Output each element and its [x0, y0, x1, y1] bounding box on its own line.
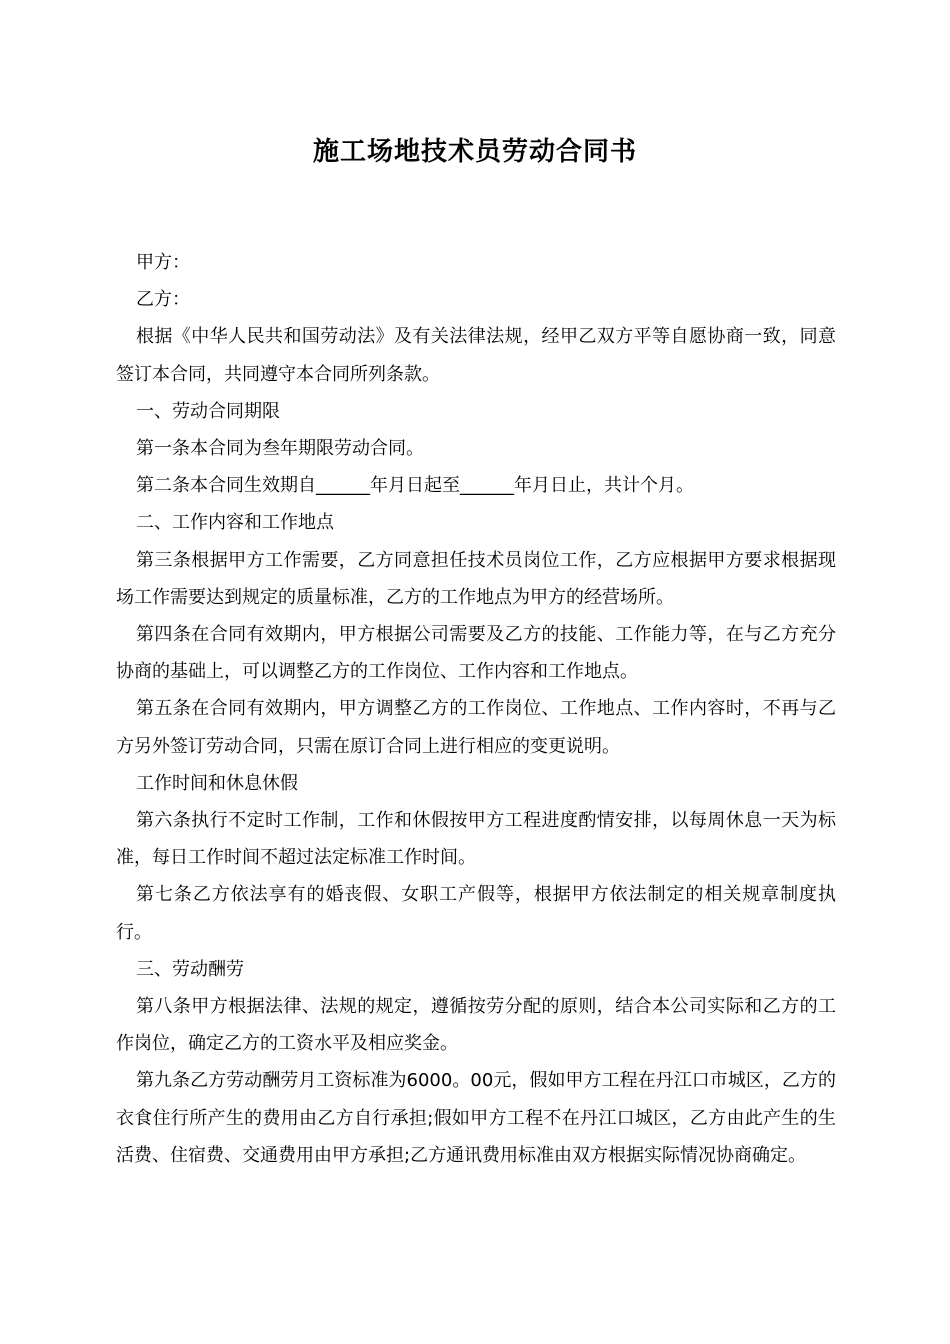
- party-b-line: 乙方：: [136, 289, 190, 311]
- article-7-paragraph: 第七条乙方依法享有的婚丧假、女职工产假等，根据甲方依法制定的相关规章制度执行。: [116, 884, 836, 943]
- section-heading-remuneration: 三、劳动酬劳: [136, 958, 244, 980]
- section-heading-work-content: 二、工作内容和工作地点: [136, 512, 334, 534]
- article-2-paragraph: 第二条本合同生效期自______年月日起至______年月日止，共计个月。: [136, 475, 694, 497]
- document-body: [116, 244, 836, 1174]
- article-3-paragraph: 第三条根据甲方工作需要，乙方同意担任技术员岗位工作，乙方应根据甲方要求根据现场工作需要达到规定的质量标准，乙方的工作地点为甲方的经营场所。: [116, 549, 836, 608]
- preamble-paragraph: 根据《中华人民共和国劳动法》及有关法律法规，经甲乙双方平等自愿协商一致，同意签订本合同，共同遵守本合同所列条款。: [116, 326, 836, 385]
- article-8-paragraph: 第八条甲方根据法律、法规的规定，遵循按劳分配的原则，结合本公司实际和乙方的工作岗位，确定乙方的工资水平及相应奖金。: [116, 996, 836, 1055]
- party-a-line: 甲方：: [136, 252, 190, 273]
- article-4-paragraph: 第四条在合同有效期内，甲方根据公司需要及乙方的技能、工作能力等，在与乙方充分协商的基础上，可以调整乙方的工作岗位、工作内容和工作地点。: [116, 624, 836, 683]
- article-1-paragraph: 第一条本合同为叁年期限劳动合同。: [136, 438, 424, 460]
- document-title: 施工场地技术员劳动合同书: [312, 137, 637, 167]
- section-heading-contract-term: 一、劳动合同期限: [136, 400, 280, 422]
- article-9-paragraph: 第九条乙方劳动酬劳月工资标准为6000。00元，假如甲方工程在丹江口市城区，乙方的衣食住行所产生的费用由乙方自行承担;假如甲方工程不在丹江口城区，乙方由此产生的生活费、住宿费、交通费用由甲方承担;乙方通讯费用标准由双方根据实际情况协商确定。: [116, 1070, 836, 1166]
- article-5-paragraph: 第五条在合同有效期内，甲方调整乙方的工作岗位、工作地点、工作内容时，不再与乙方另外签订劳动合同，只需在原订合同上进行相应的变更说明。: [116, 698, 836, 757]
- section-heading-work-hours: 工作时间和休息休假: [136, 772, 298, 794]
- article-6-paragraph: 第六条执行不定时工作制，工作和休假按甲方工程进度酌情安排，以每周休息一天为标准，每日工作时间不超过法定标准工作时间。: [116, 810, 836, 869]
